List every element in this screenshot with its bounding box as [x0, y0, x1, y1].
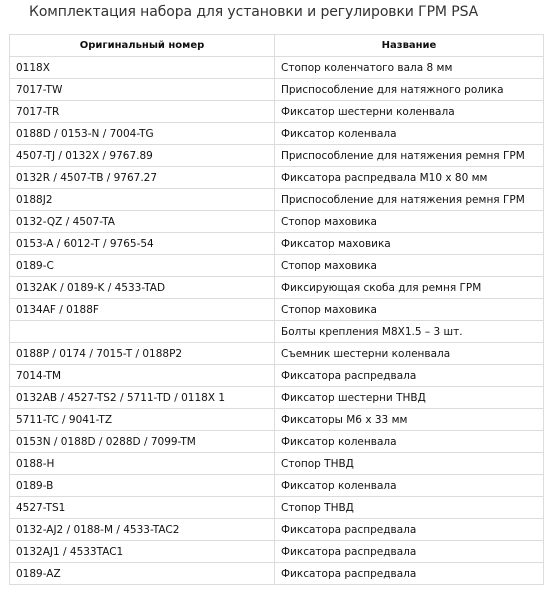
cell-name: Фиксирующая скоба для ремня ГРМ	[275, 277, 544, 299]
cell-name: Съемник шестерни коленвала	[275, 343, 544, 365]
table-row	[10, 101, 544, 123]
cell-name: Стопор маховика	[275, 299, 544, 321]
table-row	[10, 365, 544, 387]
table-row	[10, 475, 544, 497]
table-row	[10, 409, 544, 431]
cell-original-number: 7014-TM	[10, 365, 275, 387]
table-row	[10, 563, 544, 585]
parts-table	[9, 34, 544, 585]
cell-original-number	[10, 321, 275, 343]
cell-name: Фиксатора распредвала M10 x 80 мм	[275, 167, 544, 189]
cell-name: Фиксатор коленвала	[275, 475, 544, 497]
cell-name: Приспособление для натяжения ремня ГРМ	[275, 145, 544, 167]
cell-original-number: 4527-TS1	[10, 497, 275, 519]
table-row	[10, 255, 544, 277]
cell-name: Фиксатора распредвала	[275, 563, 544, 585]
cell-original-number: 0132-QZ / 4507-TA	[10, 211, 275, 233]
cell-name: Фиксатора распредвала	[275, 519, 544, 541]
cell-original-number: 0132AB / 4527-TS2 / 5711-TD / 0118X 1	[10, 387, 275, 409]
table-row	[10, 189, 544, 211]
cell-name: Приспособление для натяжения ремня ГРМ	[275, 189, 544, 211]
cell-original-number: 0189-B	[10, 475, 275, 497]
table-row	[10, 321, 544, 343]
cell-name: Фиксатор шестерни коленвала	[275, 101, 544, 123]
cell-original-number: 0188-H	[10, 453, 275, 475]
cell-name: Фиксатор шестерни ТНВД	[275, 387, 544, 409]
cell-original-number: 0132-AJ2 / 0188-M / 4533-TAC2	[10, 519, 275, 541]
cell-original-number: 0153-A / 6012-T / 9765-54	[10, 233, 275, 255]
table-row	[10, 387, 544, 409]
cell-original-number: 0188J2	[10, 189, 275, 211]
table-row	[10, 233, 544, 255]
cell-original-number: 0132AJ1 / 4533TAC1	[10, 541, 275, 563]
cell-name: Стопор маховика	[275, 211, 544, 233]
cell-name: Стопор коленчатого вала 8 мм	[275, 57, 544, 79]
cell-original-number: 0132R / 4507-TB / 9767.27	[10, 167, 275, 189]
cell-name: Фиксатор коленвала	[275, 431, 544, 453]
table-row	[10, 431, 544, 453]
column-header-name: Название	[275, 35, 544, 57]
table-row	[10, 541, 544, 563]
cell-name: Приспособление для натяжного ролика	[275, 79, 544, 101]
cell-name: Стопор ТНВД	[275, 453, 544, 475]
cell-original-number: 0132AK / 0189-K / 4533-TAD	[10, 277, 275, 299]
cell-original-number: 0189-C	[10, 255, 275, 277]
cell-original-number: 0189-AZ	[10, 563, 275, 585]
column-header-original-number: Оригинальный номер	[10, 35, 275, 57]
cell-name: Стопор маховика	[275, 255, 544, 277]
table-row	[10, 211, 544, 233]
cell-original-number: 0118X	[10, 57, 275, 79]
cell-name: Стопор ТНВД	[275, 497, 544, 519]
cell-name: Фиксатор коленвала	[275, 123, 544, 145]
cell-original-number: 0188D / 0153-N / 7004-TG	[10, 123, 275, 145]
page-title: Комплектация набора для установки и регулировки ГРМ PSA	[29, 4, 479, 20]
table-row	[10, 79, 544, 101]
cell-original-number: 0134AF / 0188F	[10, 299, 275, 321]
table-row	[10, 145, 544, 167]
table-row	[10, 123, 544, 145]
cell-original-number: 4507-TJ / 0132X / 9767.89	[10, 145, 275, 167]
table-row	[10, 497, 544, 519]
cell-original-number: 7017-TW	[10, 79, 275, 101]
table-row	[10, 343, 544, 365]
cell-original-number: 5711-TC / 9041-TZ	[10, 409, 275, 431]
table-header-row	[10, 35, 544, 57]
cell-original-number: 7017-TR	[10, 101, 275, 123]
table-row	[10, 519, 544, 541]
cell-name: Фиксатор маховика	[275, 233, 544, 255]
cell-original-number: 0188P / 0174 / 7015-T / 0188P2	[10, 343, 275, 365]
table-row	[10, 453, 544, 475]
table-row	[10, 167, 544, 189]
cell-name: Фиксатора распредвала	[275, 541, 544, 563]
cell-name: Болты крепления M8X1.5 – 3 шт.	[275, 321, 544, 343]
table-row	[10, 57, 544, 79]
table-row	[10, 299, 544, 321]
table-row	[10, 277, 544, 299]
cell-name: Фиксаторы M6 x 33 мм	[275, 409, 544, 431]
cell-name: Фиксатора распредвала	[275, 365, 544, 387]
cell-original-number: 0153N / 0188D / 0288D / 7099-TM	[10, 431, 275, 453]
